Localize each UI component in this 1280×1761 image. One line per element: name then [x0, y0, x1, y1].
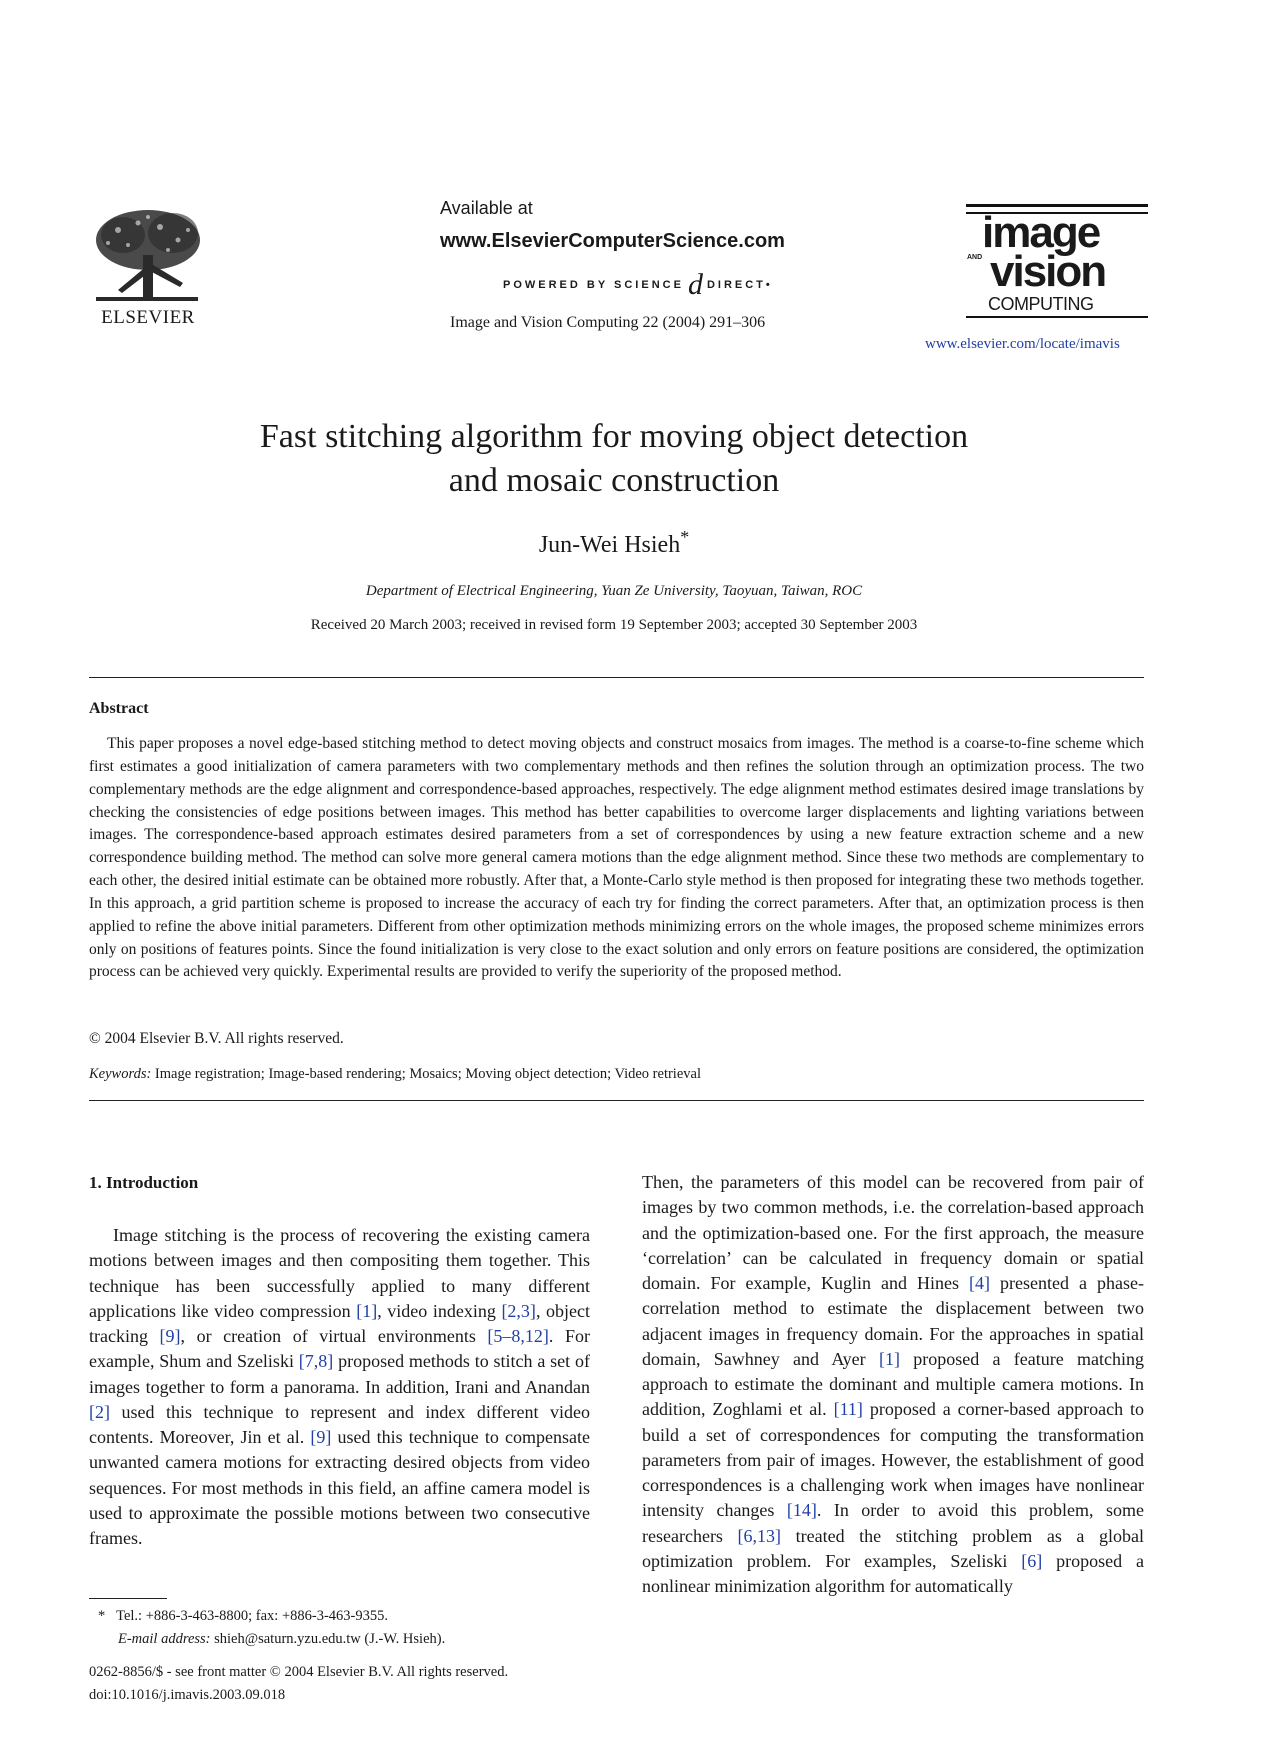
publisher-name: ELSEVIER	[101, 307, 195, 328]
email-label: E-mail address:	[118, 1631, 211, 1647]
body-text: Image stitching is the process of recovering the existing camera motions between images and then compositing them together. This technique has been successfully applied to many different applications like video compression	[89, 1225, 590, 1321]
journal-logo-word-computing: COMPUTING	[988, 294, 1094, 314]
abstract-rule-top	[89, 677, 1144, 678]
citation-link[interactable]: [6,13]	[737, 1525, 782, 1546]
body-text: , object tracking	[89, 1300, 590, 1346]
powered-right-text: DIRECT•	[706, 279, 773, 291]
journal-reference: Image and Vision Computing 22 (2004) 291–306	[450, 314, 766, 331]
body-text: proposed methods to stitch a set of images together to form a panorama. In addition, Irani and Anandan	[89, 1351, 590, 1397]
body-text: proposed a feature matching approach to estimate the dominant and multiple camera motions. In addition, Zoghlami et al.	[642, 1348, 1145, 1420]
journal-logo-word-and: AND	[967, 254, 983, 261]
body-text: Then, the parameters of this model can be recovered from pair of images by two common methods, i.e. the correlation-based approach and the optimization-based one. For the first approach, the measure ‘correlation’ can be calculated in frequency domain or spatial domain. For example, Kuglin and Hines	[642, 1172, 1144, 1293]
body-text: used this technique to compensate unwanted camera motions for extracting desired objects from video sequences. For most methods in this field, an affine camera model is used to approximate the possible motions between two consecutive frames.	[89, 1427, 590, 1548]
body-text: . For example, Shum and Szeliski	[89, 1326, 590, 1372]
title-line-2: and mosaic construction	[448, 462, 780, 499]
citation-link[interactable]: [6]	[1021, 1550, 1043, 1571]
powered-by-sciencedirect	[503, 268, 773, 302]
email-address: shieh@saturn.yzu.edu.tw (J.-W. Hsieh).	[214, 1631, 446, 1647]
journal-logo-word-image: image	[982, 208, 1100, 257]
body-text: presented a phase-correlation method to estimate the displacement between two adjacent images in frequency domain. For the approaches in spatial domain, Sawhney and Ayer	[642, 1273, 1145, 1369]
body-text: used this technique to represent and index different video contents. Moreover, Jin et al.	[89, 1401, 590, 1447]
author-line	[0, 527, 1228, 559]
author-footnote-mark[interactable]: *	[680, 527, 690, 547]
abstract-copyright: © 2004 Elsevier B.V. All rights reserved.	[89, 1030, 344, 1047]
intro-right-column	[642, 1170, 1144, 1599]
body-text: proposed a nonlinear minimization algorithm for automatically	[642, 1550, 1144, 1596]
citation-link[interactable]: [14]	[786, 1500, 817, 1521]
body-text: proposed a corner-based approach to build a set of correspondences for computing the transformation parameters from pair of images. However, the establishment of good correspondences is a challenging work when images have nonlinear intensity changes	[642, 1399, 1144, 1521]
elsevier-site-link[interactable]: www.ElsevierComputerScience.com	[440, 230, 785, 252]
issn-line: 0262-8856/$ - see front matter © 2004 Elsevier B.V. All rights reserved.	[89, 1664, 509, 1680]
sciencedirect-at-icon: d	[687, 268, 703, 301]
author-name: Jun-Wei Hsieh	[538, 532, 681, 558]
doi-line: doi:10.1016/j.imavis.2003.09.018	[89, 1687, 286, 1703]
received-dates: Received 20 March 2003; received in revised form 19 September 2003; accepted 30 September 2003	[310, 617, 918, 633]
journal-url-link[interactable]: www.elsevier.com/locate/imavis	[925, 336, 1120, 352]
footnote-contact	[98, 1608, 388, 1625]
section-heading-introduction: 1. Introduction	[89, 1173, 199, 1192]
title-line-1: Fast stitching algorithm for moving object detection	[259, 418, 969, 455]
intro-left-column	[89, 1223, 590, 1551]
journal-logo-rule-top	[966, 204, 1148, 207]
body-text: treated the stitching problem as a global optimization problem. For examples, Szeliski	[642, 1525, 1144, 1571]
citation-link[interactable]: [9]	[310, 1427, 332, 1447]
footnote-rule	[89, 1598, 167, 1599]
citation-link[interactable]: [9]	[159, 1326, 181, 1346]
citation-link[interactable]: [5–8,12]	[487, 1326, 549, 1346]
keywords-line	[89, 1066, 701, 1083]
citation-link[interactable]: [1]	[356, 1300, 378, 1321]
body-text: , or creation of virtual environments	[180, 1326, 488, 1346]
abstract-heading: Abstract	[89, 700, 149, 717]
citation-link[interactable]: [2,3]	[501, 1300, 536, 1321]
citation-link[interactable]: [11]	[833, 1399, 863, 1420]
journal-logo-rule-bottom	[966, 316, 1148, 318]
journal-logo-word-vision: vision	[990, 247, 1106, 296]
affiliation: Department of Electrical Engineering, Yuan Ze University, Taoyuan, Taiwan, ROC	[365, 583, 863, 599]
keywords-list: Image registration; Image-based rendering; Mosaics; Moving object detection; Video retrieval	[154, 1066, 701, 1082]
citation-link[interactable]: [4]	[969, 1273, 991, 1293]
abstract-body: This paper proposes a novel edge-based stitching method to detect moving objects and construct mosaics from images. The method is a coarse-to-fine scheme which first estimates a good initialization of camera parameters with two complementary methods and then refines the solution through an optimization process. The two complementary methods are the edge alignment and correspondence-based approaches, respectively. The edge alignment method estimates desired image translations by checking the consistencies of edge positions between images. This method has better capabilities to overcome larger displacements and lighting variations between images. The correspondence-based approach estimates desired parameters from a set of correspondences by using a new feature extraction scheme and a new correspondence building method. The method can solve more general camera motions than the edge alignment method. Since these two methods are complementary to each other, the desired initial estimate can be obtained more robustly. After that, a Monte-Carlo style method is then proposed for integrating these two methods together. In this approach, a grid partition scheme is proposed to increase the accuracy of each try for finding the correct parameters. After that, an optimization process is then applied to refine the above initial parameters. Different from other optimization methods minimizing errors on the whole images, the proposed scheme minimizes errors only on positions of features points. Since the found initialization is very close to the exact solution and only errors on feature positions are considered, the optimization process can be achieved very quickly. Experimental results are provided to verify the superiority of the proposed method.	[89, 735, 1144, 981]
body-text: , video indexing	[377, 1300, 502, 1321]
paper-title	[0, 415, 1228, 503]
citation-link[interactable]: [1]	[878, 1348, 900, 1369]
body-text: . In order to avoid this problem, some researchers	[642, 1500, 1144, 1546]
citation-link[interactable]: [2]	[89, 1401, 110, 1422]
powered-left-text: POWERED BY SCIENCE	[503, 279, 684, 291]
footnote-mark: *	[98, 1608, 106, 1624]
footnote-contact-text: Tel.: +886-3-463-8800; fax: +886-3-463-9355.	[116, 1608, 388, 1624]
citation-link[interactable]: [7,8]	[298, 1351, 334, 1372]
footnote-email	[118, 1631, 445, 1648]
keywords-label: Keywords:	[89, 1066, 152, 1082]
available-at-label: Available at	[440, 198, 533, 218]
abstract-rule-bottom	[89, 1100, 1144, 1101]
